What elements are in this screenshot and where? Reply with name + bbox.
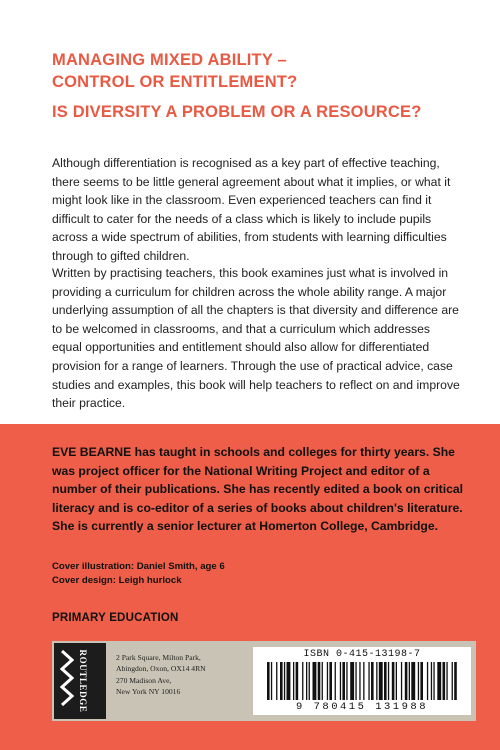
barcode-bar xyxy=(335,662,336,700)
barcode-bar xyxy=(280,662,283,700)
barcode-bar xyxy=(384,662,387,700)
barcode-bar xyxy=(368,662,369,700)
barcode-bar xyxy=(350,662,354,700)
barcode-bar xyxy=(322,662,323,700)
barcode-bar xyxy=(379,662,383,700)
barcode-bar xyxy=(396,662,397,700)
blurb-paragraph-1: Although differentiation is recognised as a key part of effective teaching, there seems to be little general agreement about what it implies, or what it might look like in the classroom. Even experienced teachers can find it difficult to cater for the needs of a class which is likely to include pupils across a wide spectrum of abilities, from students with learning difficulties through to gifted children. xyxy=(52,156,451,263)
barcode-bar xyxy=(276,662,277,700)
barcode-bar xyxy=(346,662,347,700)
address-line: New York NY 10016 xyxy=(116,686,181,696)
barcode-bar xyxy=(376,662,377,700)
barcode-bars xyxy=(267,662,457,700)
barcode-bar xyxy=(296,662,299,700)
barcode-bar xyxy=(318,662,321,700)
barcode-bar xyxy=(271,662,272,700)
barcode-bar xyxy=(392,662,395,700)
barcode-bar xyxy=(454,662,457,700)
barcode-bar xyxy=(355,662,356,700)
address-line: Abingdon, Oxon, OX14 4RN xyxy=(116,664,206,674)
barcode-bar xyxy=(437,662,441,700)
subject-category: PRIMARY EDUCATION xyxy=(52,612,179,624)
barcode-bar xyxy=(401,662,402,700)
barcode-bar xyxy=(340,662,341,700)
title-line-1: MANAGING MIXED ABILITY – xyxy=(52,51,287,69)
barcode-bar xyxy=(313,662,317,700)
barcode-bar xyxy=(287,662,291,700)
barcode-bar xyxy=(420,662,423,700)
cover-credits xyxy=(52,560,225,587)
isbn-barcode xyxy=(253,647,471,715)
address-line: 2 Park Square, Milton Park, xyxy=(116,653,201,662)
book-title-heading xyxy=(52,49,472,93)
barcode-bar xyxy=(329,662,332,700)
barcode-bar xyxy=(433,662,434,700)
barcode-bar xyxy=(411,662,415,700)
logo-chevron-icon xyxy=(60,649,74,713)
barcode-bar xyxy=(418,662,419,700)
barcode-bar xyxy=(431,662,432,700)
barcode-bar xyxy=(293,662,294,700)
barcode-bar xyxy=(427,662,428,700)
barcode-bar xyxy=(302,662,303,700)
barcode-bar xyxy=(446,662,447,700)
isbn-label: ISBN 0-415-13198-7 xyxy=(303,649,421,660)
barcode-bar xyxy=(306,662,307,700)
barcode-bar xyxy=(284,662,285,700)
barcode-bar xyxy=(342,662,345,700)
barcode-bar xyxy=(309,662,310,700)
barcode-bar xyxy=(405,662,408,700)
barcode-bar xyxy=(371,662,374,700)
publisher-strip xyxy=(52,641,476,721)
title-line-2: CONTROL OR ENTITLEMENT? xyxy=(52,73,298,91)
design-credit: Cover design: Leigh hurlock xyxy=(52,574,182,586)
barcode-bar xyxy=(267,662,270,700)
barcode-bar xyxy=(443,662,446,700)
barcode-number: 9 780415 131988 xyxy=(295,701,428,713)
barcode-bar xyxy=(409,662,410,700)
publisher-name: ROUTLEDGE xyxy=(78,649,88,713)
address-line: 270 Madison Ave, xyxy=(116,675,172,685)
author-bio: EVE BEARNE has taught in schools and colleges for thirty years. She was project officer for the National Writing Project and editor of a number of their publications. She has recently edited a book on critical literacy and is co-editor of a series of books about children's literature. She is currently a senior lecturer at Homerton College, Cambridge. xyxy=(52,445,464,534)
routledge-logo xyxy=(54,643,106,719)
subtitle-question: IS DIVERSITY A PROBLEM OR A RESOURCE? xyxy=(52,103,422,121)
blurb-paragraph-2: Written by practising teachers, this book examines just what is involved in providing a curriculum for children across the whole ability range. A major underlying assumption of all the chapters is that diversity and difference are to be welcomed in classrooms, and that a curriculum which addresses equal opportunities and entitlement should also allow for differentiated provision for a range of learners. Through the use of practical advice, case studies and examples, this book will help teachers to reflect on and improve their practice. xyxy=(52,266,460,411)
illustration-credit: Cover illustration: Daniel Smith, age 6 xyxy=(52,561,225,572)
barcode-bar xyxy=(359,662,360,700)
publisher-address xyxy=(116,652,246,697)
barcode-bar xyxy=(388,662,389,700)
barcode-bar xyxy=(363,662,364,700)
barcode-bar xyxy=(327,662,328,700)
barcode-bar xyxy=(452,662,453,700)
